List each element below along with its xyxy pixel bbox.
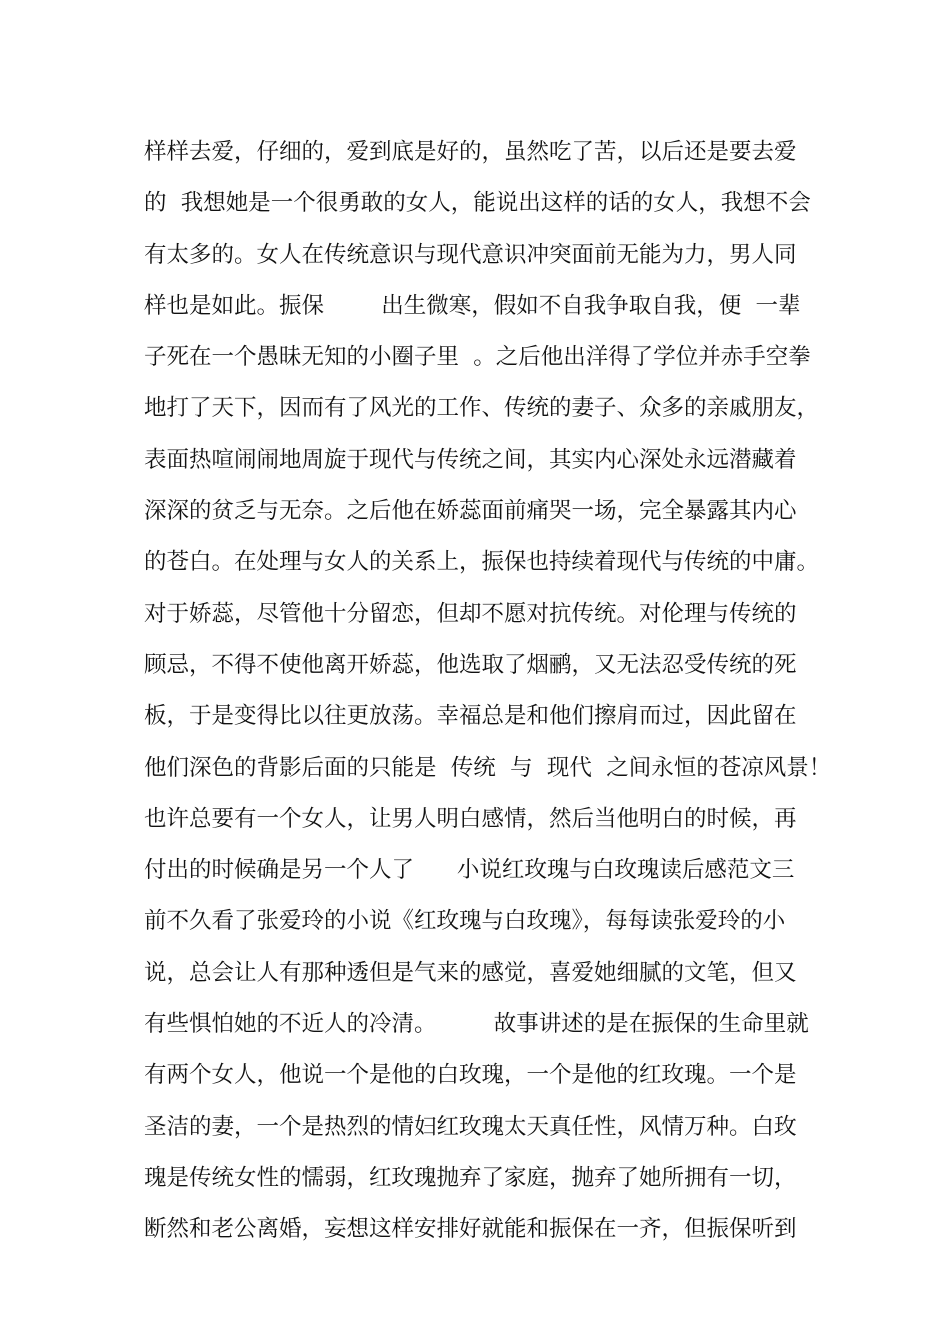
text-line-11: 顾忌，不得不使他离开娇蕊，他选取了烟鹂，又无法忍受传统的死 [144,651,797,678]
text-line-4: 样也是如此。振保 出生微寒，假如不自我争取自我，便 一辈 [144,292,801,319]
text-line-16: 前不久看了张爱玲的小说《红玫瑰与白玫瑰》，每每读张爱玲的小 [144,908,786,935]
text-line-21: 瑰是传统女性的懦弱，红玫瑰抛弃了家庭，抛弃了她所拥有一切， [144,1164,797,1191]
text-line-22: 断然和老公离婚，妄想这样安排好就能和振保在一齐，但振保听到 [144,1216,797,1243]
text-line-17: 说，总会让人有那种透但是气来的感觉，喜爱她细腻的文笔，但又 [144,959,797,986]
text-line-10: 对于娇蕊，尽管他十分留恋，但却不愿对抗传统。对伦理与传统的 [144,600,797,627]
text-line-3: 有太多的。女人在传统意识与现代意识冲突面前无能为力，男人同 [144,241,797,268]
text-line-8: 深深的贫乏与无奈。之后他在娇蕊面前痛哭一场，完全暴露其内心 [144,498,797,525]
text-line-15: 付出的时候确是另一个人了 小说红玫瑰与白玫瑰读后感范文三 [144,857,795,884]
text-line-18: 有些惧怕她的不近人的冷清。 故事讲述的是在振保的生命里就 [144,1011,809,1038]
text-line-6: 地打了天下，因而有了风光的工作、传统的妻子、众多的亲戚朋友， [144,395,820,422]
text-line-5: 子死在一个愚昧无知的小圈子里 。之后他出洋得了学位并赤手空拳 [144,344,811,371]
text-line-20: 圣洁的妻，一个是热烈的情妇红玫瑰太天真任性，风情万种。白玫 [144,1113,797,1140]
text-line-1: 样样去爱，仔细的，爱到底是好的，虽然吃了苦，以后还是要去爱 [144,139,797,165]
text-line-14: 也许总要有一个女人，让男人明白感情，然后当他明白的时候，再 [144,805,797,832]
text-line-19: 有两个女人，他说一个是他的白玫瑰，一个是他的红玫瑰。一个是 [144,1062,797,1089]
text-line-13: 他们深色的背影后面的只能是 传统 与 现代 之间永恒的苍凉风景！ [144,754,832,781]
text-line-7: 表面热喧闹闹地周旋于现代与传统之间，其实内心深处永远潜藏着 [144,446,797,473]
text-line-9: 的苍白。在处理与女人的关系上，振保也持续着现代与传统的中庸。 [144,549,820,576]
text-line-12: 板，于是变得比以往更放荡。幸福总是和他们擦肩而过，因此留在 [144,703,797,730]
text-line-2: 的 我想她是一个很勇敢的女人，能说出这样的话的女人，我想不会 [144,190,811,217]
body-text [144,132,834,1261]
